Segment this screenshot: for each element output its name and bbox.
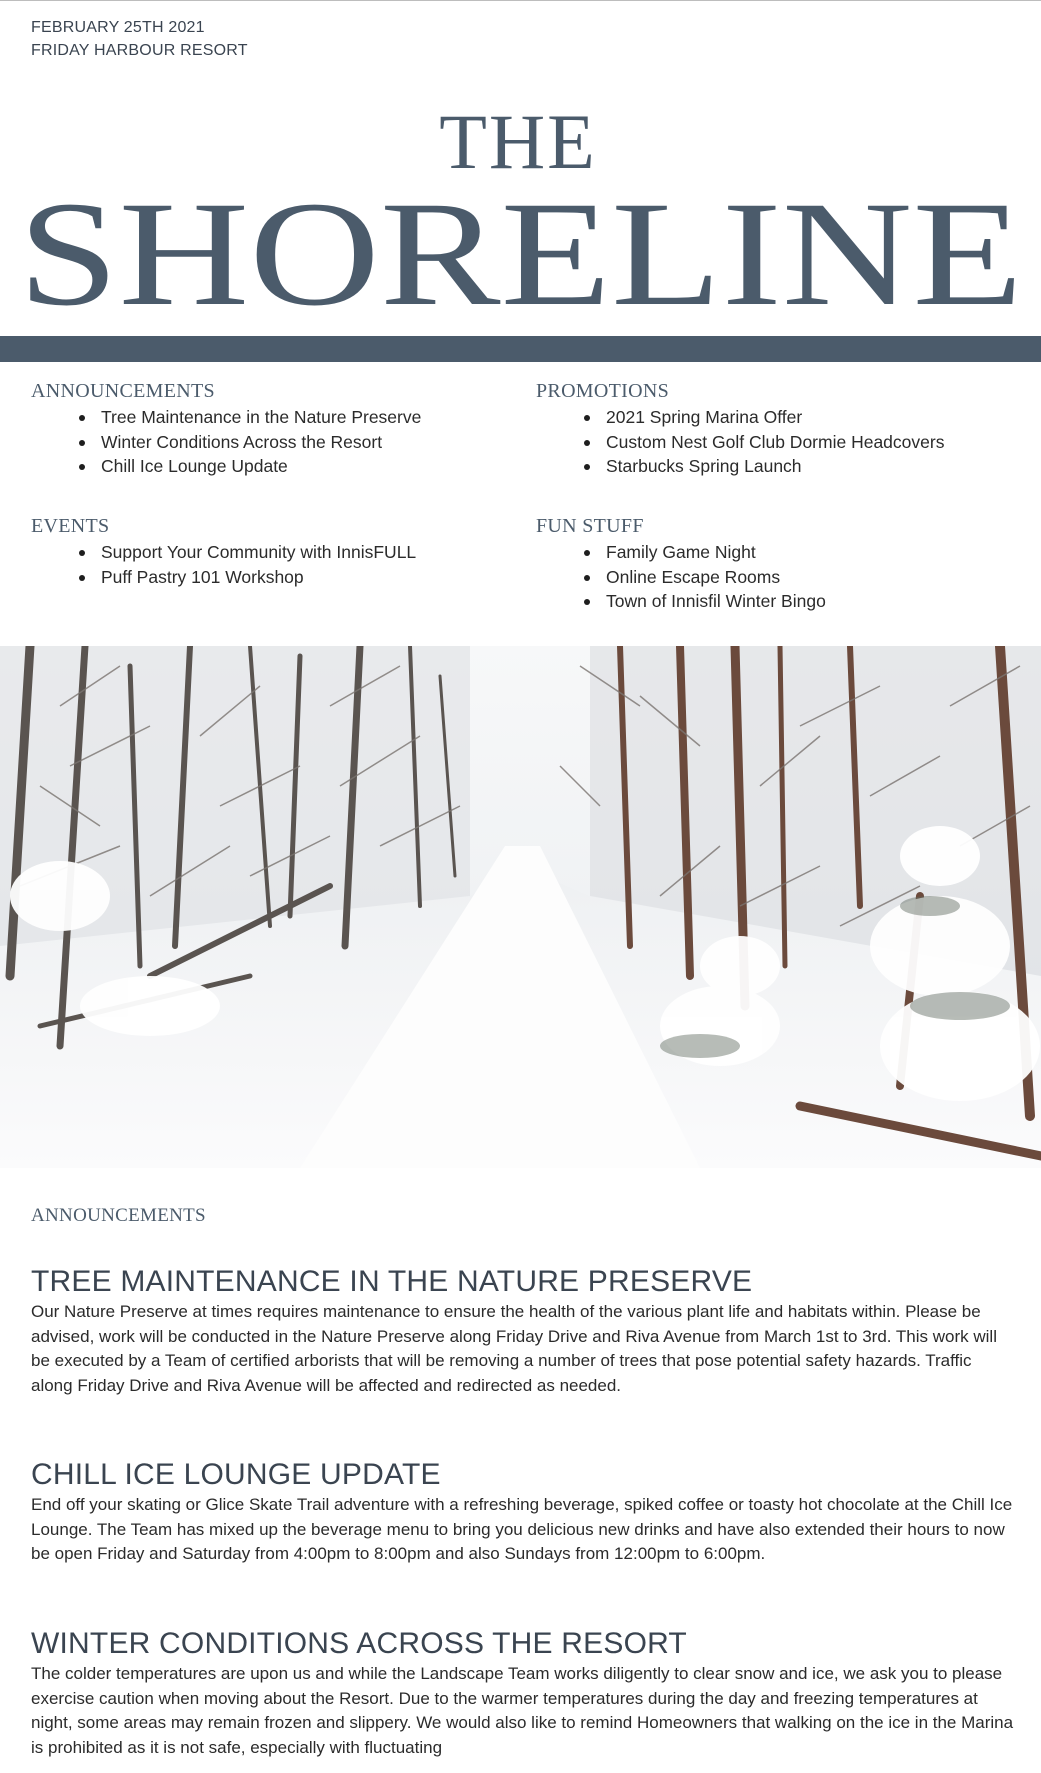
- toc-item[interactable]: Tree Maintenance in the Nature Preserve: [101, 405, 421, 430]
- toc-heading: EVENTS: [31, 515, 110, 537]
- article-body: End off your skating or Glice Skate Trail adventure with a refreshing beverage, spiked coffee or toasty hot chocolate at the Chill Ice Lounge. The Team has mixed up the beverage menu to bring you delicious new drinks and have also extended their hours to now be open Friday and Saturday from 4:00pm to 8:00pm and also Sundays from 12:00pm to 6:00pm.: [31, 1495, 1013, 1563]
- section-label: ANNOUNCEMENTS: [31, 1205, 206, 1226]
- hero-image: [0, 646, 1041, 1168]
- masthead-divider-bar: [0, 336, 1041, 362]
- toc-item[interactable]: Custom Nest Golf Club Dormie Headcovers: [606, 430, 944, 455]
- top-rule: [0, 0, 1041, 1]
- toc-item[interactable]: Puff Pastry 101 Workshop: [101, 565, 416, 590]
- issue-location: FRIDAY HARBOUR RESORT: [31, 42, 248, 59]
- toc-promotions: [536, 379, 944, 479]
- toc-heading: FUN STUFF: [536, 515, 644, 537]
- toc-events: [31, 514, 416, 589]
- article-title: WINTER CONDITIONS ACROSS THE RESORT: [31, 1627, 687, 1660]
- article-body: The colder temperatures are upon us and while the Landscape Team works diligently to clear snow and ice, we ask you to please exercise caution when moving about the Resort. Due to the warmer temperatures during the day and freezing temperatures at night, some areas may remain frozen and slippery. We would also like to remind Homeowners that walking on the ice in the Marina is prohibited as it is not safe, especially with fluctuating: [31, 1664, 1014, 1757]
- toc-list: [536, 540, 826, 614]
- masthead-logo: [0, 92, 1041, 312]
- toc-item[interactable]: Winter Conditions Across the Resort: [101, 430, 421, 455]
- toc-item[interactable]: Starbucks Spring Launch: [606, 454, 944, 479]
- issue-meta: [31, 16, 248, 62]
- article-title: TREE MAINTENANCE IN THE NATURE PRESERVE: [31, 1265, 753, 1298]
- toc-item[interactable]: 2021 Spring Marina Offer: [606, 405, 944, 430]
- article-chill-ice-lounge: [31, 1457, 1016, 1567]
- toc-item[interactable]: Online Escape Rooms: [606, 565, 826, 590]
- toc-list: [536, 405, 944, 479]
- masthead-title: SHORELINE: [18, 171, 1024, 312]
- article-title: CHILL ICE LOUNGE UPDATE: [31, 1458, 441, 1491]
- toc-list: [31, 405, 421, 479]
- toc-item[interactable]: Support Your Community with InnisFULL: [101, 540, 416, 565]
- toc-item[interactable]: Family Game Night: [606, 540, 826, 565]
- toc-item[interactable]: Chill Ice Lounge Update: [101, 454, 421, 479]
- toc-fun-stuff: [536, 514, 826, 614]
- toc-item[interactable]: Town of Innisfil Winter Bingo: [606, 589, 826, 614]
- snowy-forest-path-photo-icon: [0, 646, 1041, 1168]
- masthead-the: THE: [439, 98, 597, 185]
- article-tree-maintenance: [31, 1264, 1016, 1398]
- article-winter-conditions: [31, 1626, 1016, 1760]
- toc-list: [31, 540, 416, 589]
- toc-heading: PROMOTIONS: [536, 380, 670, 402]
- article-body: Our Nature Preserve at times requires maintenance to ensure the health of the various plant life and habitats within. Please be advised, work will be conducted in the Nature Preserve along Friday Drive and Riva Avenue from March 1st to 3rd. This work will be executed by a Team of certified arborists that will be removing a number of trees that pose potential safety hazards. Traffic along Friday Drive and Riva Avenue will be affected and redirected as needed.: [31, 1302, 997, 1395]
- masthead: [0, 92, 1041, 312]
- toc-announcements: [31, 379, 421, 479]
- issue-date: FEBRUARY 25TH 2021: [31, 19, 205, 36]
- toc-heading: ANNOUNCEMENTS: [31, 380, 215, 402]
